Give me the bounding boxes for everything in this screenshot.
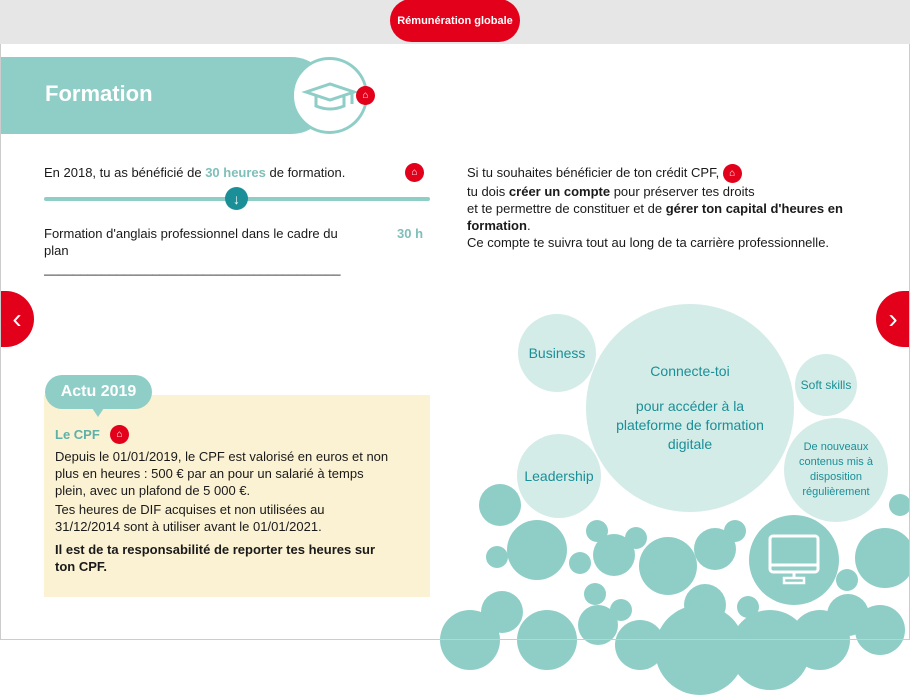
cpf-info-text: Si tu souhaites bénéficier de ton crédit CPF, ⌂ tu dois créer un compte pour préserver tes droits et te permettre de constituer et de gérer ton capital d'heures en formation. Ce compte te suivra tout au long de ta carrière professionnelle. bbox=[467, 165, 843, 251]
training-intro: En 2018, tu as bénéficié de 30 heures de formation. bbox=[44, 165, 346, 180]
cpf-line: Si tu souhaites bénéficier de ton crédit CPF, bbox=[467, 165, 720, 180]
bubble-new-content: De nouveaux contenus mis à disposition régulièrement bbox=[784, 418, 888, 522]
decorative-bubble bbox=[615, 620, 665, 670]
connect-subtitle: pour accéder à la plateforme de formation digitale bbox=[616, 397, 764, 452]
previous-page-button[interactable]: ‹ bbox=[0, 291, 34, 347]
separator: _________________________________________ bbox=[44, 261, 341, 276]
decorative-bubble bbox=[730, 610, 810, 690]
cpf-heading: Le CPF bbox=[55, 427, 100, 442]
decorative-bubble bbox=[507, 520, 567, 580]
decorative-bubble bbox=[486, 546, 508, 568]
actu-paragraph-1: Depuis le 01/01/2019, le CPF est valorisé en euros et non plus en heures : 500 € par an pour un salarié à temps plein, avec un plafond de 5 000 €. bbox=[55, 449, 389, 498]
connect-title: Connecte-toi bbox=[650, 362, 730, 379]
next-page-button[interactable]: › bbox=[876, 291, 910, 347]
decorative-bubble bbox=[855, 528, 910, 588]
page-title: Formation bbox=[45, 81, 153, 106]
bubble-business: Business bbox=[518, 314, 596, 392]
arrow-down-icon[interactable]: ↓ bbox=[225, 187, 248, 210]
decorative-bubble bbox=[639, 537, 697, 595]
training-item-label: Formation d'anglais professionnel dans le cadre du plan bbox=[44, 226, 338, 258]
actu-box bbox=[44, 395, 430, 597]
info-badge-icon[interactable]: ⌂ bbox=[110, 425, 129, 444]
decorative-bubble bbox=[517, 610, 577, 670]
decorative-bubble bbox=[724, 520, 746, 542]
decorative-bubble bbox=[836, 569, 858, 591]
info-badge-icon[interactable]: ⌂ bbox=[405, 163, 424, 182]
bubble-leadership: Leadership bbox=[517, 434, 601, 518]
info-badge-icon[interactable]: ⌂ bbox=[356, 86, 375, 105]
remuneration-globale-button[interactable]: Rémunération globale bbox=[390, 0, 520, 42]
decorative-bubble bbox=[593, 534, 635, 576]
decorative-bubble bbox=[855, 605, 905, 655]
decorative-bubble bbox=[479, 484, 521, 526]
decorative-bubble bbox=[569, 552, 591, 574]
decorative-bubble bbox=[440, 610, 500, 670]
actu-paragraph-2: Tes heures de DIF acquises et non utilisées au 31/12/2014 sont à utiliser avant le 01/01/2021. bbox=[55, 502, 325, 534]
training-item-hours: 30 h bbox=[397, 226, 424, 241]
section-header bbox=[0, 57, 330, 134]
actu-paragraph-3: Il est de ta responsabilité de reporter tes heures sur ton CPF. bbox=[55, 542, 376, 574]
info-badge-icon[interactable]: ⌂ bbox=[723, 164, 742, 183]
bubble-soft-skills: Soft skills bbox=[795, 354, 857, 416]
computer-icon bbox=[749, 515, 839, 605]
decorative-bubble bbox=[578, 605, 618, 645]
actu-tab: Actu 2019 bbox=[45, 375, 152, 409]
decorative-bubble bbox=[889, 494, 910, 516]
hours-slider[interactable] bbox=[44, 190, 430, 207]
decorative-bubble bbox=[584, 583, 606, 605]
bubble-connect[interactable] bbox=[586, 304, 794, 512]
